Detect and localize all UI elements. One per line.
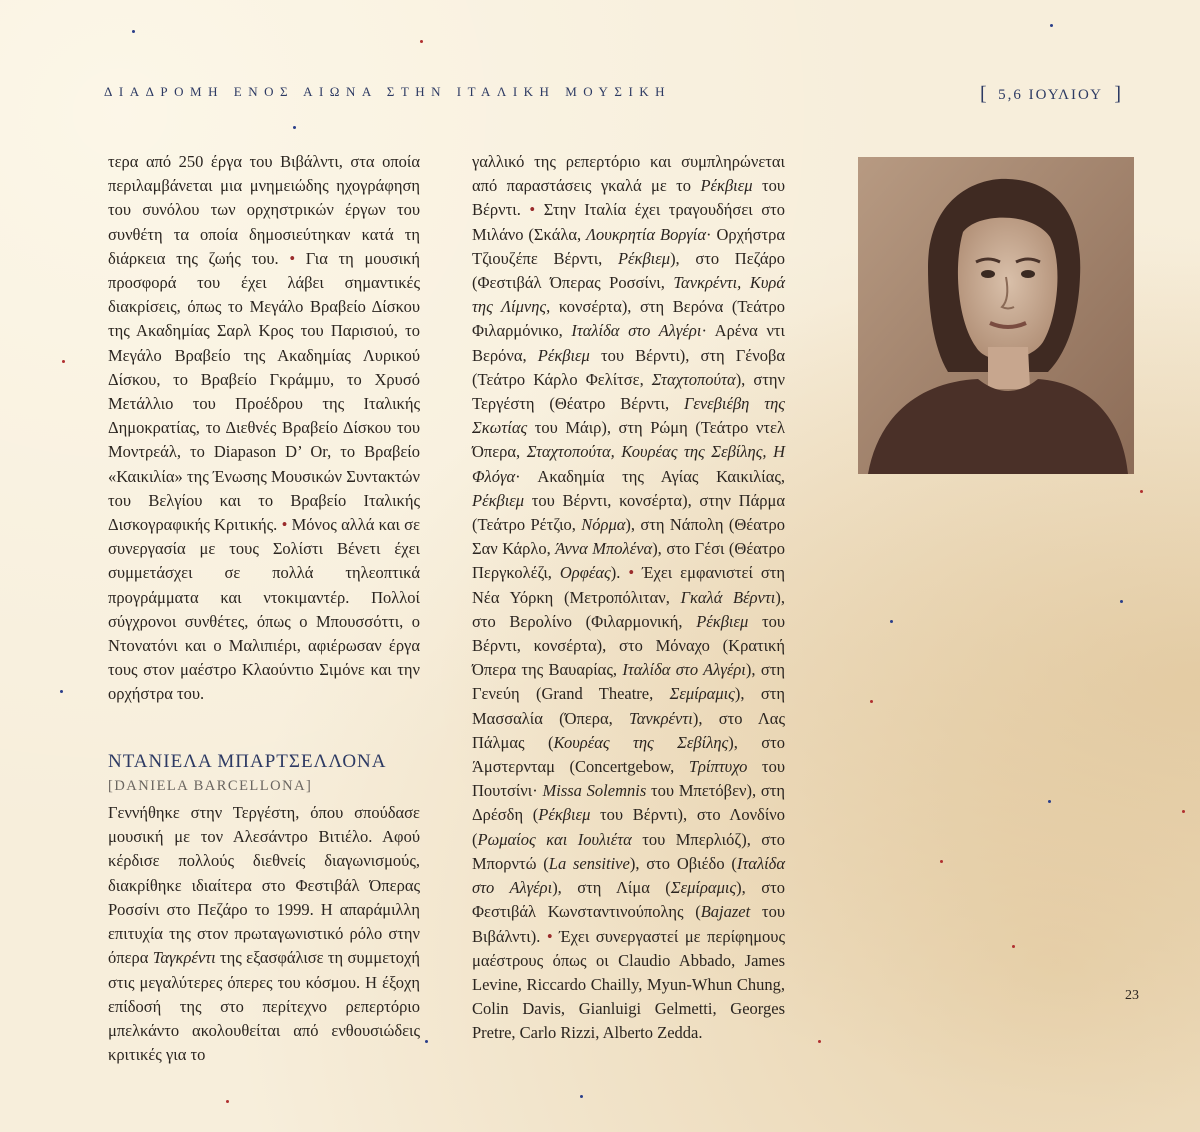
work-title: Ιταλίδα στο Αλγέρι — [571, 321, 702, 341]
bullet: • — [529, 200, 536, 220]
text-segment: ), στο Οβιέδο ( — [629, 853, 737, 873]
conductors-text: Έχει συνεργαστεί με περίφημους μαέστρους όπως οι Claudio Abbado, James Levine, Riccardo Chailly, Myun-Whun Chung, Colin Davis, Gianluigi Gelmetti, Georges Pretre, Carlo Rizzi, Alberto Zedda. — [472, 926, 785, 1043]
text-segment: ), στο Γέσι (Θέατρο Περγκολέζι, — [472, 539, 786, 583]
text-segment: · Αρένα ντι Βερόνα, — [472, 321, 785, 365]
section-title: ΝΤΑΝΙΕΛΑ ΜΠΑΡΤΣΕΛΛΟΝΑ — [108, 750, 387, 772]
text-segment: ), στη Νάπολη (Θέατρο Σαν Κάρλο, — [472, 515, 785, 559]
paragraph-bio — [108, 801, 420, 1067]
text-segment: · Ακαδημία της Αγίας Καικιλίας, — [515, 466, 785, 486]
text-segment: ), στο Φεστιβάλ Κωνσταντινούπολης ( — [472, 878, 785, 922]
text-segment: του Μάιρ), στη Ρώμη (Τεάτρο ντελ Όπερα, — [472, 418, 785, 462]
text-segment: ), στο Άμστερνταμ (Concertgebow, — [472, 732, 785, 777]
work-title: Ορφέας — [559, 563, 611, 583]
work-title: Σταχτοπούτα, Κουρέας της Σεβίλης, Η Φλόγα — [472, 442, 785, 486]
repertoire-work: Ρέκβιεμ — [700, 176, 753, 196]
text-column-2 — [472, 150, 785, 1046]
work-title: Σεμίραμις — [670, 878, 737, 898]
work-title: Τρίπτυχο — [688, 757, 748, 777]
text-segment: ), στο Πεζάρο (Φεστιβάλ Όπερας Ροσσίνι, — [472, 248, 785, 293]
italy-performances — [472, 200, 785, 582]
abroad-performances — [472, 563, 785, 945]
text-column-1 — [108, 150, 420, 1067]
text-segment: του Μπετόβεν), στη Δρέσδη ( — [472, 781, 786, 825]
text-segment: ), στο Λας Πάλμας ( — [472, 708, 785, 752]
work-title: Ρωμαίος και Ιουλιέτα — [477, 829, 632, 849]
work-title: La sensitive — [548, 853, 630, 873]
bracket-close: ] — [1114, 83, 1122, 105]
paragraph-vivaldi — [108, 150, 420, 707]
text-segment: · Ορχήστρα Τζιουζέπε Βέρντι, — [472, 224, 785, 268]
bullet: • — [546, 926, 553, 946]
paragraph-career — [472, 150, 785, 1046]
text-segment: ), στη Μασσαλία (Όπερα, — [472, 684, 785, 728]
awards-text: Για τη μουσική προσφορά του έχει λάβει σημαντικές διακρίσεις, όπως το Μεγάλο Βραβείο Δίσκου της Ακαδημίας Σαρλ Κρος του Παρισιού, το Μεγάλο Βραβείο της Ακαδημίας Λυρικού Δίσκου, το Βραβείο Γκράμμυ, το Χρυσό Μετάλλιο του Προέδρου της Ιταλικής Δημοκρατίας, το Διεθνές Βραβείο Δίσκου του Μοντρεάλ, το Diapason D’ Or, το Βραβείο «Καικιλία» της Ένωσης Μουσικών Συντακτών του Βελγίου και το Βραβείο Ιταλικής Δισκογραφικής Κριτικής. — [108, 248, 420, 535]
text-segment: ), στην Τεργέστη (Θέατρο Βέρντι, — [472, 369, 785, 414]
text-segment: , κονσέρτα), στη Βερόνα (Τεάτρο Φιλαρμόνικο, — [472, 297, 785, 341]
text-segment: ). — [610, 563, 621, 583]
work-title: Σταχτοπούτα — [651, 369, 736, 389]
repertoire-end: του Βέρντι. — [472, 176, 785, 220]
work-title: Κουρέας της Σεβίλης — [553, 732, 729, 752]
work-title: Νόρμα — [581, 515, 626, 535]
repertoire-text: γαλλικό της ρεπερτόριο και συμπληρώνεται από παραστάσεις γκαλά με το — [472, 152, 785, 196]
text-segment: του Βέρντι, κονσέρτα), στην Πάρμα (Τεάτρο Ρέτζιο, — [472, 490, 785, 535]
bullet: • — [289, 248, 296, 268]
work-title: Ρέκβιεμ — [617, 248, 671, 268]
work-title: Bajazet — [700, 902, 751, 922]
bio-start: Γεννήθηκε στην Τεργέστη, όπου σπούδασε μουσική με τον Αλεσάντρο Βιτιέλο. Αφού κέρδισε πολλούς διεθνείς διαγωνισμούς, διακρίθηκε ιδιαίτερα στο Φεστιβάλ Όπερας Ροσσίνι στο Πεζάρο το 1999. Η απαράμιλλη επιτυχία της στον πρωταγωνιστικό ρόλο στην όπερα — [108, 803, 420, 968]
bracket-open: [ — [980, 83, 987, 105]
text-segment: ), στο Βερολίνο (Φιλαρμονική, — [472, 587, 785, 631]
header-dates — [980, 82, 1121, 105]
work-title: Τανκρέντι — [629, 708, 693, 728]
work-title: Γενεβιέβη της Σκωτίας — [472, 394, 785, 438]
page-number: 23 — [1125, 988, 1139, 1003]
text-segment: ), στη Λίμα ( — [552, 878, 671, 898]
section-subtitle: [DANIELA BARCELLONA] — [108, 777, 313, 794]
running-title: ΔΙΑΔΡΟΜΗ ΕΝΟΣ ΑΙΩΝΑ ΣΤΗΝ ΙΤΑΛΙΚΗ ΜΟΥΣΙΚΗ — [104, 84, 672, 99]
text-segment: του Πουτσίνι· — [472, 757, 785, 801]
dates-text: 5,6 ΙΟΥΛΙΟΥ — [998, 87, 1103, 103]
work-title: Ιταλίδα στο Αλγέρι — [472, 853, 786, 898]
work-title: Missa Solemnis — [542, 781, 647, 801]
text-segment: Έχει εμφανιστεί στη Νέα Υόρκη (Μετροπόλιταν, — [472, 563, 786, 607]
bullet: • — [281, 515, 288, 535]
text-segment: του Μπερλιόζ), στο Μπορντώ ( — [472, 829, 786, 873]
text-segment: του Βιβάλντι). — [472, 902, 785, 946]
work-title: Ρέκβιεμ — [696, 611, 749, 631]
text-segment: του Βέρντι), στο Λονδίνο ( — [472, 805, 785, 849]
text-segment: του Βέρντι, κονσέρτα), στο Μόναχο (Κρατική Όπερα της Βαυαρίας, — [472, 611, 785, 680]
portrait-photo — [858, 157, 1134, 474]
work-title: Άννα Μπολένα — [555, 539, 653, 559]
work-title: Ιταλίδα στο Αλγέρι — [622, 660, 746, 680]
television-text: Μόνος αλλά και σε συνεργασία με τους Σολίστι Βένετι έχει συμμετάσχει σε πολλά τηλεοπτικά προγράμματα και ντοκιμαντέρ. Πολλοί σύγχρονοι συνθέτες, όπως ο Μπουσσόττι, ο Ντονατόνι και ο Μαλιπιέρι, αφιέρωσαν έργα τους στον μαέστρο Κλαούντιο Σιμόνε και την ορχήστρα του. — [108, 515, 420, 704]
text-segment: ), στη Γενεύη (Grand Theatre, — [472, 660, 785, 704]
work-title: Ρέκβιεμ — [538, 805, 591, 825]
bullet: • — [628, 563, 635, 583]
work-title: Ρέκβιεμ — [472, 490, 525, 510]
work-title: Ρέκβιεμ — [537, 345, 590, 365]
work-title: Τανκρέντι, Κυρά της Λίμνης — [472, 273, 785, 317]
text-segment: Στην Ιταλία έχει τραγουδήσει στο Μιλάνο (Σκάλα, — [472, 200, 786, 244]
bio-end: της εξασφάλισε τη συμμετοχή στις μεγαλύτερες όπερες του κόσμου. Η έξοχη επίδοσή της στο περίτεχνο ρεπερτόριο μπελκάντο ακολουθείται από ενθουσιώδεις κριτικές για το — [108, 948, 421, 1065]
intro-text: τερα από 250 έργα του Βιβάλντι, στα οποία περιλαμβάνεται μια μνημειώδης ηχογράφηση του συνόλου των ορχηστρικών έργων του συνθέτη τα οποία δημοσιεύτηκαν κατά τη διάρκεια της ζωής του. — [108, 152, 420, 268]
bio-opera: Ταγκρέντι — [152, 948, 216, 968]
work-title: Γκαλά Βέρντι — [680, 587, 776, 607]
work-title: Λουκρητία Βοργία — [586, 224, 707, 244]
work-title: Σεμίραμις — [669, 684, 735, 704]
text-segment: του Βέρντι), στη Γένοβα (Τεάτρο Κάρλο Φελίτσε, — [472, 345, 785, 389]
